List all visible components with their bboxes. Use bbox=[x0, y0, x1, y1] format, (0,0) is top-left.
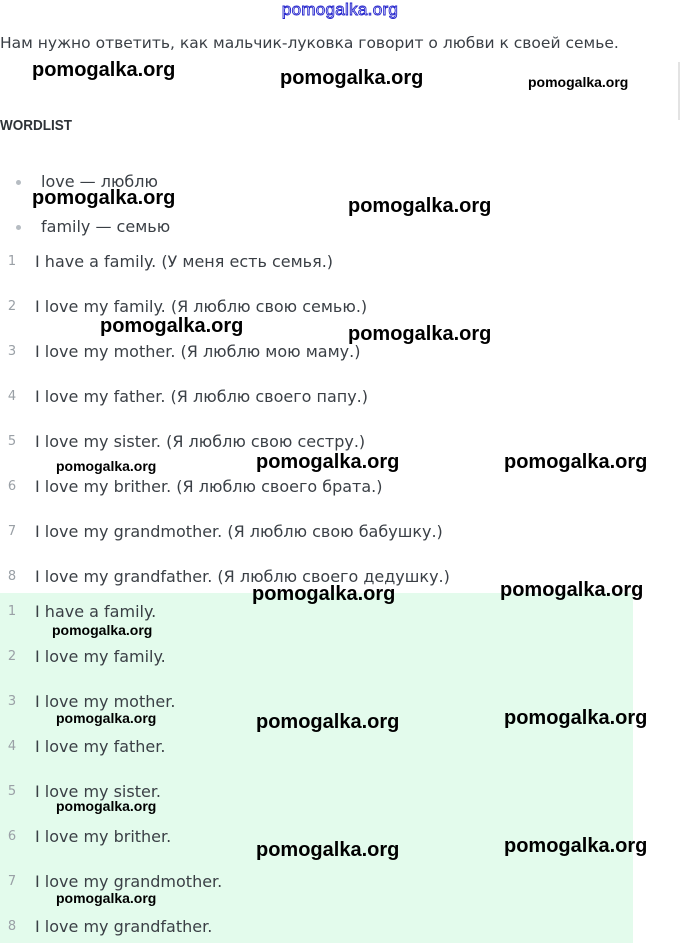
watermark: pomogalka.org bbox=[100, 315, 244, 337]
watermark: pomogalka.org bbox=[256, 711, 400, 733]
sentence-line: I love my mother. (Я люблю мою маму.) bbox=[35, 342, 361, 361]
line-number: 8 bbox=[7, 569, 17, 584]
line-number: 7 bbox=[7, 874, 17, 889]
line-number: 5 bbox=[7, 784, 17, 799]
wordlist-heading: WORDLIST bbox=[0, 117, 72, 134]
answer-line: I love my grandmother. bbox=[35, 872, 223, 891]
answer-line: I love my grandfather. bbox=[35, 917, 213, 936]
wordlist-item: family — семью bbox=[41, 217, 171, 236]
line-number: 1 bbox=[7, 254, 17, 269]
watermark: pomogalka.org bbox=[504, 451, 648, 473]
answer-line: I love my family. bbox=[35, 647, 166, 666]
wordlist-item: love — люблю bbox=[41, 172, 158, 191]
watermark: pomogalka.org bbox=[256, 451, 400, 473]
watermark: pomogalka.org bbox=[348, 323, 492, 345]
watermark: pomogalka.org bbox=[56, 458, 157, 474]
watermark: pomogalka.org bbox=[56, 710, 157, 726]
watermark: pomogalka.org bbox=[504, 707, 648, 729]
intro-text: Нам нужно ответить, как мальчик-луковка говорит о любви к своей семье. bbox=[0, 34, 619, 52]
answer-line: I love my sister. bbox=[35, 782, 162, 801]
sentence-line: I have a family. (У меня есть семья.) bbox=[35, 252, 334, 271]
answer-line: I love my brither. bbox=[35, 827, 172, 846]
sentence-line: I love my grandmother. (Я люблю свою бабушку.) bbox=[35, 522, 443, 541]
sentence-line: I love my brither. (Я люблю своего брата.) bbox=[35, 477, 383, 496]
watermark: pomogalka.org bbox=[348, 195, 492, 217]
watermark: pomogalka.org bbox=[528, 74, 629, 90]
watermark: pomogalka.org bbox=[56, 890, 157, 906]
sentence-line: I love my sister. (Я люблю свою сестру.) bbox=[35, 432, 366, 451]
line-number: 1 bbox=[7, 604, 17, 619]
sentence-line: I love my grandfather. (Я люблю своего дедушку.) bbox=[35, 567, 450, 586]
watermark: pomogalka.org bbox=[32, 59, 176, 81]
answer-line: I have a family. bbox=[35, 602, 157, 621]
watermark: pomogalka.org bbox=[500, 579, 644, 601]
sentence-line: I love my father. (Я люблю своего папу.) bbox=[35, 387, 369, 406]
line-number: 3 bbox=[7, 694, 17, 709]
line-number: 4 bbox=[7, 389, 17, 404]
line-number: 7 bbox=[7, 524, 17, 539]
watermark: pomogalka.org bbox=[56, 798, 157, 814]
line-number: 5 bbox=[7, 434, 17, 449]
line-number: 4 bbox=[7, 739, 17, 754]
answer-line: I love my mother. bbox=[35, 692, 176, 711]
bullet-icon bbox=[16, 225, 21, 230]
watermark: pomogalka.org bbox=[252, 583, 396, 605]
watermark: pomogalka.org bbox=[32, 187, 176, 209]
line-number: 3 bbox=[7, 344, 17, 359]
site-watermark: pomogalka.org bbox=[281, 0, 399, 19]
line-number: 2 bbox=[7, 299, 17, 314]
watermark: pomogalka.org bbox=[504, 835, 648, 857]
answer-line: I love my father. bbox=[35, 737, 166, 756]
watermark: pomogalka.org bbox=[52, 622, 153, 638]
watermark: pomogalka.org bbox=[256, 839, 400, 861]
bullet-icon bbox=[16, 180, 21, 185]
line-number: 2 bbox=[7, 649, 17, 664]
line-number: 8 bbox=[7, 919, 17, 934]
line-number: 6 bbox=[7, 829, 17, 844]
line-number: 6 bbox=[7, 479, 17, 494]
watermark: pomogalka.org bbox=[280, 67, 424, 89]
sentence-line: I love my family. (Я люблю свою семью.) bbox=[35, 297, 368, 316]
